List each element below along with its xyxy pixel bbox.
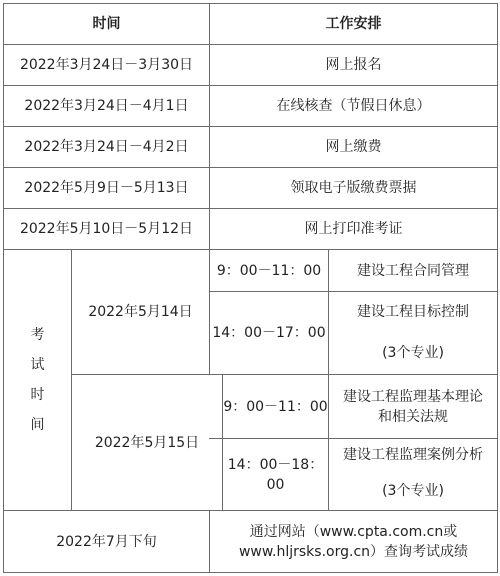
result-task: 通过网站（www.cpta.com.cn或 www.hljrsks.org.cn）查询考试成绩: [238, 523, 469, 560]
col-divider: [497, 3, 498, 573]
exam-date: 2022年5月15日: [94, 434, 200, 451]
exam-slot-time: 9：00－11：00: [216, 262, 322, 279]
row-task: 网上缴费: [325, 139, 382, 155]
header-arrangement: 工作安排: [325, 16, 382, 32]
exam-slot-time: 14：00－18： 00: [227, 456, 324, 493]
exam-subject-note: (3个专业): [382, 345, 444, 361]
row-time: 2022年3月24日－3月30日: [19, 57, 194, 73]
row-task: 网上打印准考证: [304, 221, 403, 237]
exam-subject: 建设工程监理基本理论 和相关法规: [343, 388, 483, 425]
exam-label-char: 试: [30, 357, 45, 373]
exam-slot-time: 14：00－17：00: [212, 325, 326, 341]
exam-label-char: 考: [30, 327, 45, 343]
row-time: 2022年5月10日－5月12日: [19, 221, 194, 237]
row-task: 领取电子版缴费票据: [290, 180, 417, 196]
exam-time-label: [4, 250, 71, 510]
exam-label-char: 时: [30, 387, 45, 403]
result-time: 2022年7月下旬: [56, 533, 157, 550]
row-time: 2022年3月24日－4月2日: [24, 139, 189, 155]
exam-subject: 建设工程监理案例分析: [343, 447, 483, 463]
row-divider: [3, 572, 497, 573]
exam-subject-note: (3个专业): [382, 483, 444, 499]
exam-subject: 建设工程合同管理: [357, 262, 469, 279]
row-task: 在线核查（节假日休息）: [276, 98, 431, 114]
header-time: 时间: [92, 16, 121, 32]
exam-slot-time: 9：00－11：00: [223, 398, 328, 415]
exam-subject: 建设工程目标控制: [357, 304, 469, 320]
exam-date: 2022年5月14日: [88, 304, 193, 320]
row-time: 2022年3月24日－4月1日: [24, 98, 189, 114]
row-task: 网上报名: [325, 57, 382, 73]
row-time: 2022年5月9日－5月13日: [24, 180, 189, 196]
exam-label-char: 间: [30, 417, 45, 433]
